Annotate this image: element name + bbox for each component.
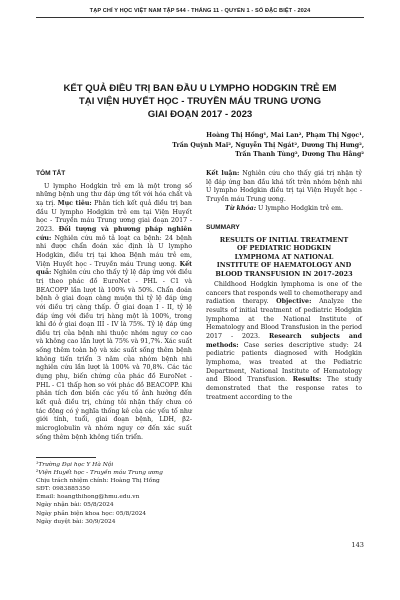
en-title-line-5: BLOOD TRANSFUSION IN 2017-2023 [215,269,353,278]
abstract-intro: U lympho Hodgkin trẻ em là một trong số những bệnh ung thư đáp ứng tốt với hóa chất và xạ trị. [36,182,192,207]
en-methods-text: Case series descriptive study: 24 pediatric patients diagnosed with Hodgkin lymphoma, was treated at the Pediatric Department, National Institute of Hematology and Blood Transfusion. [206,341,362,384]
header-rule [36,17,364,18]
summary-body [206,281,362,402]
en-methods-label: Research subjects and methods: [206,332,362,349]
en-objective-label: Objective: [276,298,312,306]
results-text: Nghiên cứu cho thấy tỷ lệ đáp ứng với điều trị theo phác đồ EuroNet - PHL - C1 và BEACOPP lần lượt là 100% và 50%. Chẩn đoán bệnh ở giai đoạn càng muộn thì tỷ lệ đáp ứng với điều trị càng thấp. Ở giai đoạn I - II, tỷ lệ đáp ứng với điều trị hàng một là 100%, trong khi đó ở giai đoạn III - IV là 75%. Tỷ lệ đáp ứng điều trị của bệnh nhi thuộc nhóm nguy cơ cao và không cao lần lượt là 75% và 91,7%. Xác suất sống thêm toàn bộ và xác suất sống thêm bệnh không tiến triển 3 năm của nhóm bệnh nhi nghiên cứu lần lượt là 100% và 70,8%. Các tác dụng phụ, biến chứng của phác đồ EuroNet - PHL - C1 thấp hơn so với phác đồ BEACOPP. Khi phân tích đơn biến các yếu tố ảnh hưởng đến kết quả điều trị, chúng tôi nhận thấy chưa có tác động có ý nghĩa thống kê của các yếu tố như giới tính, tuổi, giai đoạn bệnh, LDH, β2-microglobulin và nhóm nguy cơ đến xác suất sống thêm bệnh không tiến triển. [36,269,192,441]
corresponding-author: Chịu trách nhiệm chính: Hoàng Thị Hồng [36,478,160,485]
date-accepted: Ngày duyệt bài: 30/9/2024 [36,518,116,525]
footnotes [36,461,192,526]
page-number: 143 [351,541,364,549]
en-title-line-2: OF PEDIATRIC HODGKIN [236,244,332,253]
date-reviewed: Ngày phản biện khoa học: 05/8/2024 [36,510,147,517]
results-label: Kết quả: [36,260,192,277]
email: Email: hoangthihong@hmu.edu.vn [36,494,140,501]
summary-intro: Childhood Hodgkin lymphoma is one of the cancers that responds well to chemotherapy and radiation therapy. [206,280,362,306]
date-received: Ngày nhận bài: 05/8/2024 [36,502,114,509]
english-title [206,236,362,278]
keywords-text: U lympho Hodgkin trẻ em. [258,204,343,212]
abstract-conclusion [206,170,362,205]
en-results-label: Results: [292,376,322,384]
en-title-line-3: LYMPHOMA AT NATIONAL [234,252,334,261]
keywords-label: Từ khóa: [225,204,257,212]
journal-header: TẠP CHÍ Y HỌC VIỆT NAM TẬP 544 - THÁNG 11 - QUYỂN 1 - SỐ ĐẶC BIỆT - 2024 [89,8,311,14]
authors-line-3: Trần Thanh Tùng², Dương Thu Hằng² [235,151,364,159]
en-objective-text: Analyze the results of initial treatment of pediatric Hodgkin lymphoma at the National Institute of Hematology and Blood Transfusion in the period 2017 - 2023. [206,298,362,340]
objective-text: Phân tích kết quả điều trị ban đầu U lympho Hodgkin trẻ em tại Viện Huyết học - Truyền máu Trung ương giai đoạn 2017 - 2023. [36,199,192,233]
title-line-2: TẠI VIỆN HUYẾT HỌC - TRUYỀN MÁU TRUNG ƯƠNG [78,96,322,107]
author-list [172,131,364,160]
title-line-1: KẾT QUẢ ĐIỀU TRỊ BAN ĐẦU U LYMPHO HODGKIN TRẺ EM [63,83,337,94]
methods-label: Đối tượng và phương pháp nghiên cứu: [36,225,192,242]
conclusion-label: Kết luận: [206,170,240,177]
methods-text: Nghiên cứu mô tả loạt ca bệnh: 24 bệnh nhi được chẩn đoán xác định là U lympho Hodgkin, điều trị tại khoa Bệnh máu trẻ em, Viện Huyết học - Truyền máu Trung ương. [36,234,192,268]
authors-line-2: Trần Quỳnh Mai², Nguyễn Thị Ngát², Dương Thị Hưng², [172,141,364,149]
conclusion-text: Nghiên cứu cho thấy giá trị nhận tỷ lệ đáp ứng ban đầu khá tốt trên nhóm bệnh nhi U lympho Hodgkin điều trị tại Viện Huyết học - Truyền máu Trung ương. [206,170,362,203]
article-title [40,82,360,121]
en-title-line-1: RESULTS OF INITIAL TREATMENT [219,235,349,244]
right-column [206,170,362,402]
objective-label: Mục tiêu: [57,199,92,207]
left-column [36,170,192,442]
abstract-heading: TÓM TẮT [36,170,66,177]
authors-line-1: Hoàng Thị Hồng¹, Mai Lan², Phạm Thị Ngọc¹, [206,132,364,139]
phone: SĐT: 0983885350 [36,486,90,493]
affiliation-1: ¹Trường Đại học Y Hà Nội [36,462,114,468]
en-title-line-4: INSTITUTE OF HAEMATOLOGY AND [216,261,352,270]
en-results-text: The study demonstrated that the response rates to treatment according to the [206,376,362,401]
affiliation-2: ²Viện Huyết học - Truyền máu Trung ương [36,470,163,477]
keywords [206,205,362,214]
abstract-body [36,183,192,443]
summary-heading: SUMMARY [206,224,240,232]
title-line-3: GIAI ĐOẠN 2017 - 2023 [147,109,253,120]
footnote-rule [36,457,96,458]
